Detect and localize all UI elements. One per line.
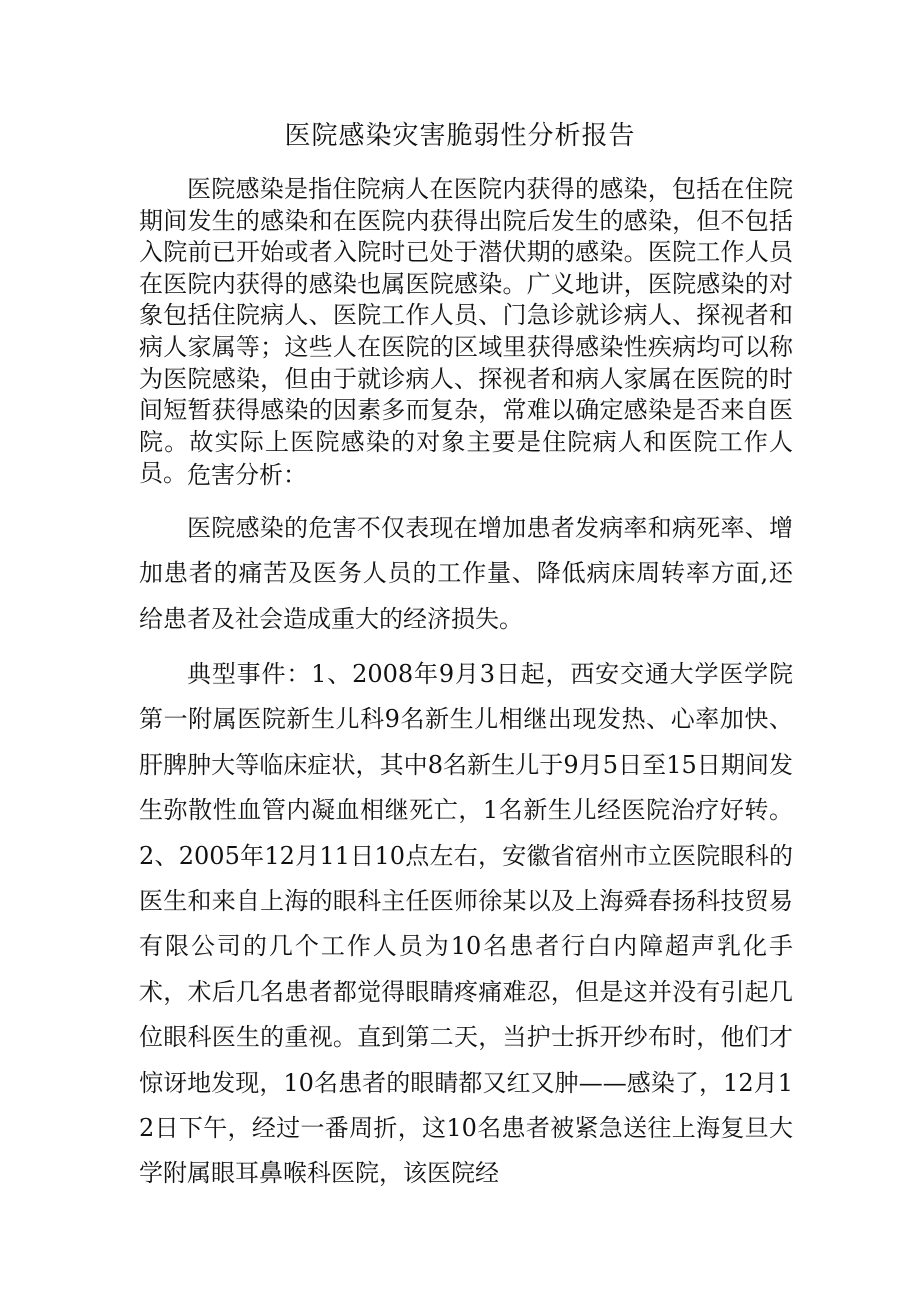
intro-paragraph: 医院感染是指住院病人在医院内获得的感染，包括在住院期间发生的感染和在医院内获得出院后发生的感染，但不包括入院前已开始或者入院时已处于潜伏期的感染。医院工作人员在医院内获得的感染也属医院感染。广义地讲，医院感染的对象包括住院病人、医院工作人员、门急诊就诊病人、探视者和病人家属等；这些人在医院的区域里获得感染性疾病均可以称为医院感染，但由于就诊病人、探视者和病人家属在医院的时间短暂获得感染的因素多而复杂，常难以确定感染是否来自医院。故实际上医院感染的对象主要是住院病人和医院工作人员。 [139,175,793,488]
harm-analysis-paragraph: 医院感染的危害不仅表现在增加患者发病率和病死率、增加患者的痛苦及医务人员的工作量、降低病床周转率方面,还给患者及社会造成重大的经济损失。 [139,514,793,633]
harm-analysis-heading: 危害分析： [187,461,307,489]
document-title: 医院感染灾害脆弱性分析报告 [284,121,636,151]
typical-events-paragraph: 典型事件：1、2008年9月3日起，西安交通大学医学院第一附属医院新生儿科9名新生儿相继出现发热、心率加快、肝脾肿大等临床症状，其中8名新生儿于9月5日至15日期间发生弥散性血管内凝血相继死亡，1名新生儿经医院治疗好转。2、2005年12月11日10点左右，安徽省宿州市立医院眼科的医生和来自上海的眼科主任医师徐某以及上海舜春扬科技贸易有限公司的几个工作人员为10名患者行白内障超声乳化手术，术后几名患者都觉得眼睛疼痛难忍，但是这并没有引起几位眼科医生的重视。直到第二天，当护士拆开纱布时，他们才惊讶地发现，10名患者的眼睛都又红又肿——感染了，12月12日下午，经过一番周折，这10名患者被紧急送往上海复旦大学附属眼耳鼻喉科医院，该医院经 [139,660,793,1188]
